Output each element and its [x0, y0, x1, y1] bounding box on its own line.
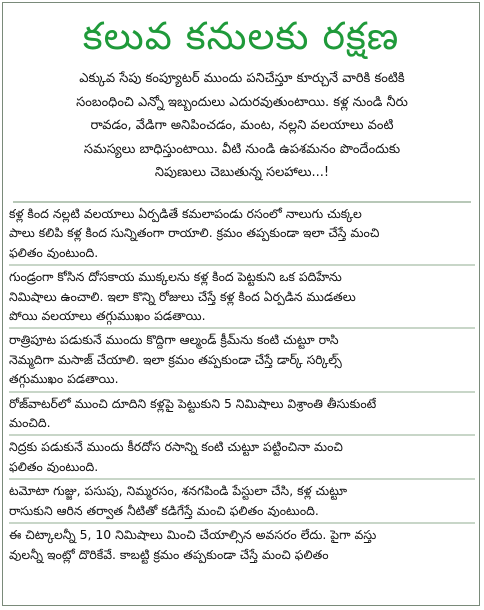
tip-paragraph: [9, 478, 475, 522]
article-title: కలువ కనులకు రక్షణ: [82, 14, 400, 58]
tip-paragraph: [9, 522, 475, 566]
tip-line: కళ్ల కింద నల్లటి వలయాలు ఏర్పడితే కమలాపండు రసంలో నాలుగు చుక్కల: [9, 206, 362, 221]
tip-line: ఈ చిట్కాలన్నీ 5, 10 నిమిషాలు మించి చేయాల్సిన అవసరం లేదు. పైగా వస్తు: [9, 527, 377, 543]
tip-paragraph: [9, 327, 475, 390]
tips-list: [9, 204, 475, 566]
tip-line: వులన్నీ ఇంట్లో దొరికేవే. కాబట్టి క్రమం తప్పకుండా చేస్తే మంచి ఫలితం: [9, 546, 329, 562]
tip-paragraph: [9, 434, 475, 478]
tip-line: పోయి వలయాలు తగ్గుముఖం పడతాయి.: [9, 308, 206, 324]
tip-line: రోజ్‌వాటర్‌లో ముంచి దూదిని కళ్లపై పెట్టుకుని 5 నిమిషాలు విశ్రాంతి తీసుకుంటే: [9, 395, 377, 411]
tip-paragraph: [9, 391, 475, 435]
tip-line: రాత్రిపూట పడుకునే ముందు కొద్దిగా ఆల్మండ్ క్రీమ్‌ను కంటి చుట్టూ రాసి: [9, 332, 339, 348]
tip-line: మంచిది.: [9, 415, 51, 431]
tip-line: గుండ్రంగా కోసిన దోసకాయ ముక్కలను కళ్ల కింద పెట్టకుని ఒక పదిహేను: [9, 269, 342, 285]
article-frame: [2, 2, 480, 606]
tip-line: తగ్గుముఖం పడతాయి.: [9, 371, 119, 387]
intro-line: సంబంధించి ఎన్నో ఇబ్బందులు ఎదురవుతుంటాయి. కళ్ల నుండి నీరు: [76, 94, 408, 110]
section-divider: [13, 201, 471, 203]
tip-line: టమోటా గుజ్జు, పసుపు, నిమ్మరసం, శనగపిండి పేస్టులా చేసి, కళ్ల చుట్టూ: [9, 483, 348, 499]
tip-paragraph: [9, 264, 475, 327]
tip-line: నెమ్మదిగా మసాజ్ చేయాలి. ఇలా క్రమం తప్పకుండా చేస్తే డార్క్ సర్కిల్స్: [9, 351, 342, 367]
intro-line: నిపుణులు చెబుతున్న సలహాలు...!: [154, 165, 330, 180]
tip-line: నిమిషాలు ఉంచాలి. ఇలా కొన్ని రోజులు చేస్తే కళ్ల కింద ఏర్పడిన ముడతలు: [9, 288, 356, 304]
tip-paragraph: [9, 204, 475, 264]
article-intro: [13, 67, 471, 185]
tip-line: ఫలితం వుంటుంది.: [9, 244, 99, 260]
intro-line: ఎక్కువ సేపు కంప్యూటర్ ముందు పనిచేస్తూ కూర్చునే వారికి కంటికి: [79, 71, 405, 86]
tip-line: రాసుకుని ఆరిన తర్వాత నీటితో కడిగేస్తే మంచి ఫలితం వుంటుంది.: [9, 502, 319, 518]
tip-line: నిద్రకు పడుకునే ముందు కీరదోస రసాన్ని కంటి చుట్టూ పట్టించినా మంచి: [9, 439, 343, 455]
tip-line: పాలు కలిపి కళ్ల కింద సున్నితంగా రాయాలి. క్రమం తప్పకుండా ఇలా చేస్తే మంచి: [9, 225, 380, 241]
intro-line: సమస్యలు బాధిస్తుంటాయి. వీటి నుండి ఉపశమనం పొందేందుకు: [83, 141, 401, 157]
intro-line: రావడం, వేడిగా అనిపించడం, మంట, నల్లని వలయాలు వంటి: [90, 118, 394, 133]
tip-line: ఫలితం వుంటుంది.: [9, 458, 99, 474]
